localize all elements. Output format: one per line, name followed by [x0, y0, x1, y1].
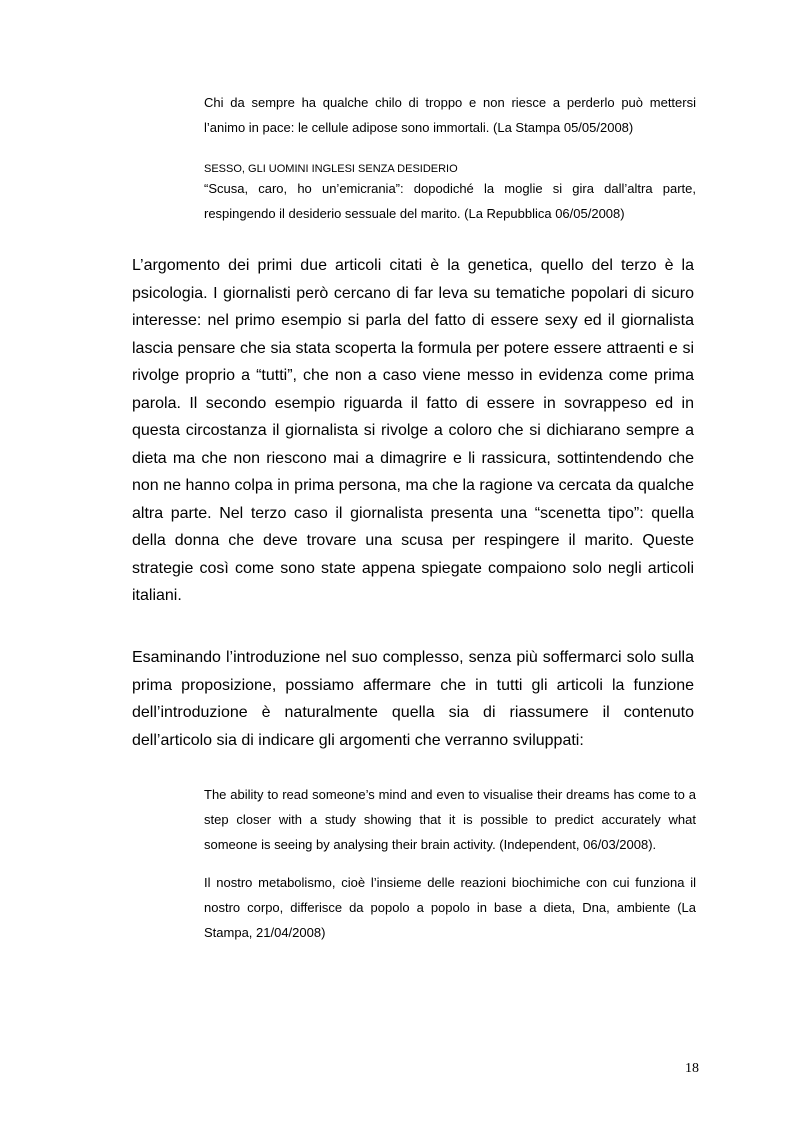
quote-heading-sesso: SESSO, GLI UOMINI INGLESI SENZA DESIDERIO — [204, 163, 458, 175]
paragraph-argomento: L’argomento dei primi due articoli citati è la genetica, quello del terzo è la psicologia. I giornalisti però cercano di far leva su tematiche popolari di sicuro interesse: nel primo esempio si parla del fatto di essere sexy ed il giornalista lascia pensare che sia stata scoperta la formula per potere essere attraenti e si rivolge proprio a “tutti”, che non a caso viene messo in evidenza come prima parola. Il secondo esempio riguarda il fatto di essere in sovrappeso ed in questa circostanza il giornalista si rivolge a coloro che si dichiarano sempre a dieta ma che non riescono mai a dimagrire e li rassicura, sottintendendo che non ne hanno colpa in prima persona, ma che la ragione va cercata da qualche altra parte. Nel terzo caso il giornalista presenta una “scenetta tipo”: quella della donna che deve trovare una scusa per respingere il marito. Queste strategie così come sono state appena spiegate compaiono solo negli articoli italiani. — [132, 257, 694, 604]
quote-emicrania: “Scusa, caro, ho un’emicrania”: dopodiché la moglie si gira dall’altra parte, respingendo il desiderio sessuale del marito. (La Repubblica 06/05/2008) — [204, 181, 696, 221]
quote-independent: The ability to read someone’s mind and even to visualise their dreams has come to a step closer with a study showing that it is possible to predict accurately what someone is seeing by analysing their brain activity. (Independent, 06/03/2008). — [204, 787, 696, 852]
paragraph-introduzione: Esaminando l’introduzione nel suo complesso, senza più soffermarci solo sulla prima proposizione, possiamo affermare che in tutti gli articoli la funzione dell’introduzione è naturalmente quella sia di riassumere il contenuto dell’articolo sia di indicare gli argomenti che verranno sviluppati: — [132, 649, 694, 749]
page-number: 18 — [685, 1061, 699, 1076]
quote-metabolismo: Il nostro metabolismo, cioè l’insieme delle reazioni biochimiche con cui funziona il nostro corpo, differisce da popolo a popolo in base a dieta, Dna, ambiente (La Stampa, 21/04/2008) — [204, 875, 696, 940]
quote-cellule-adipose: Chi da sempre ha qualche chilo di troppo e non riesce a perderlo può mettersi l’animo in pace: le cellule adipose sono immortali. (La Stampa 05/05/2008) — [204, 95, 696, 135]
